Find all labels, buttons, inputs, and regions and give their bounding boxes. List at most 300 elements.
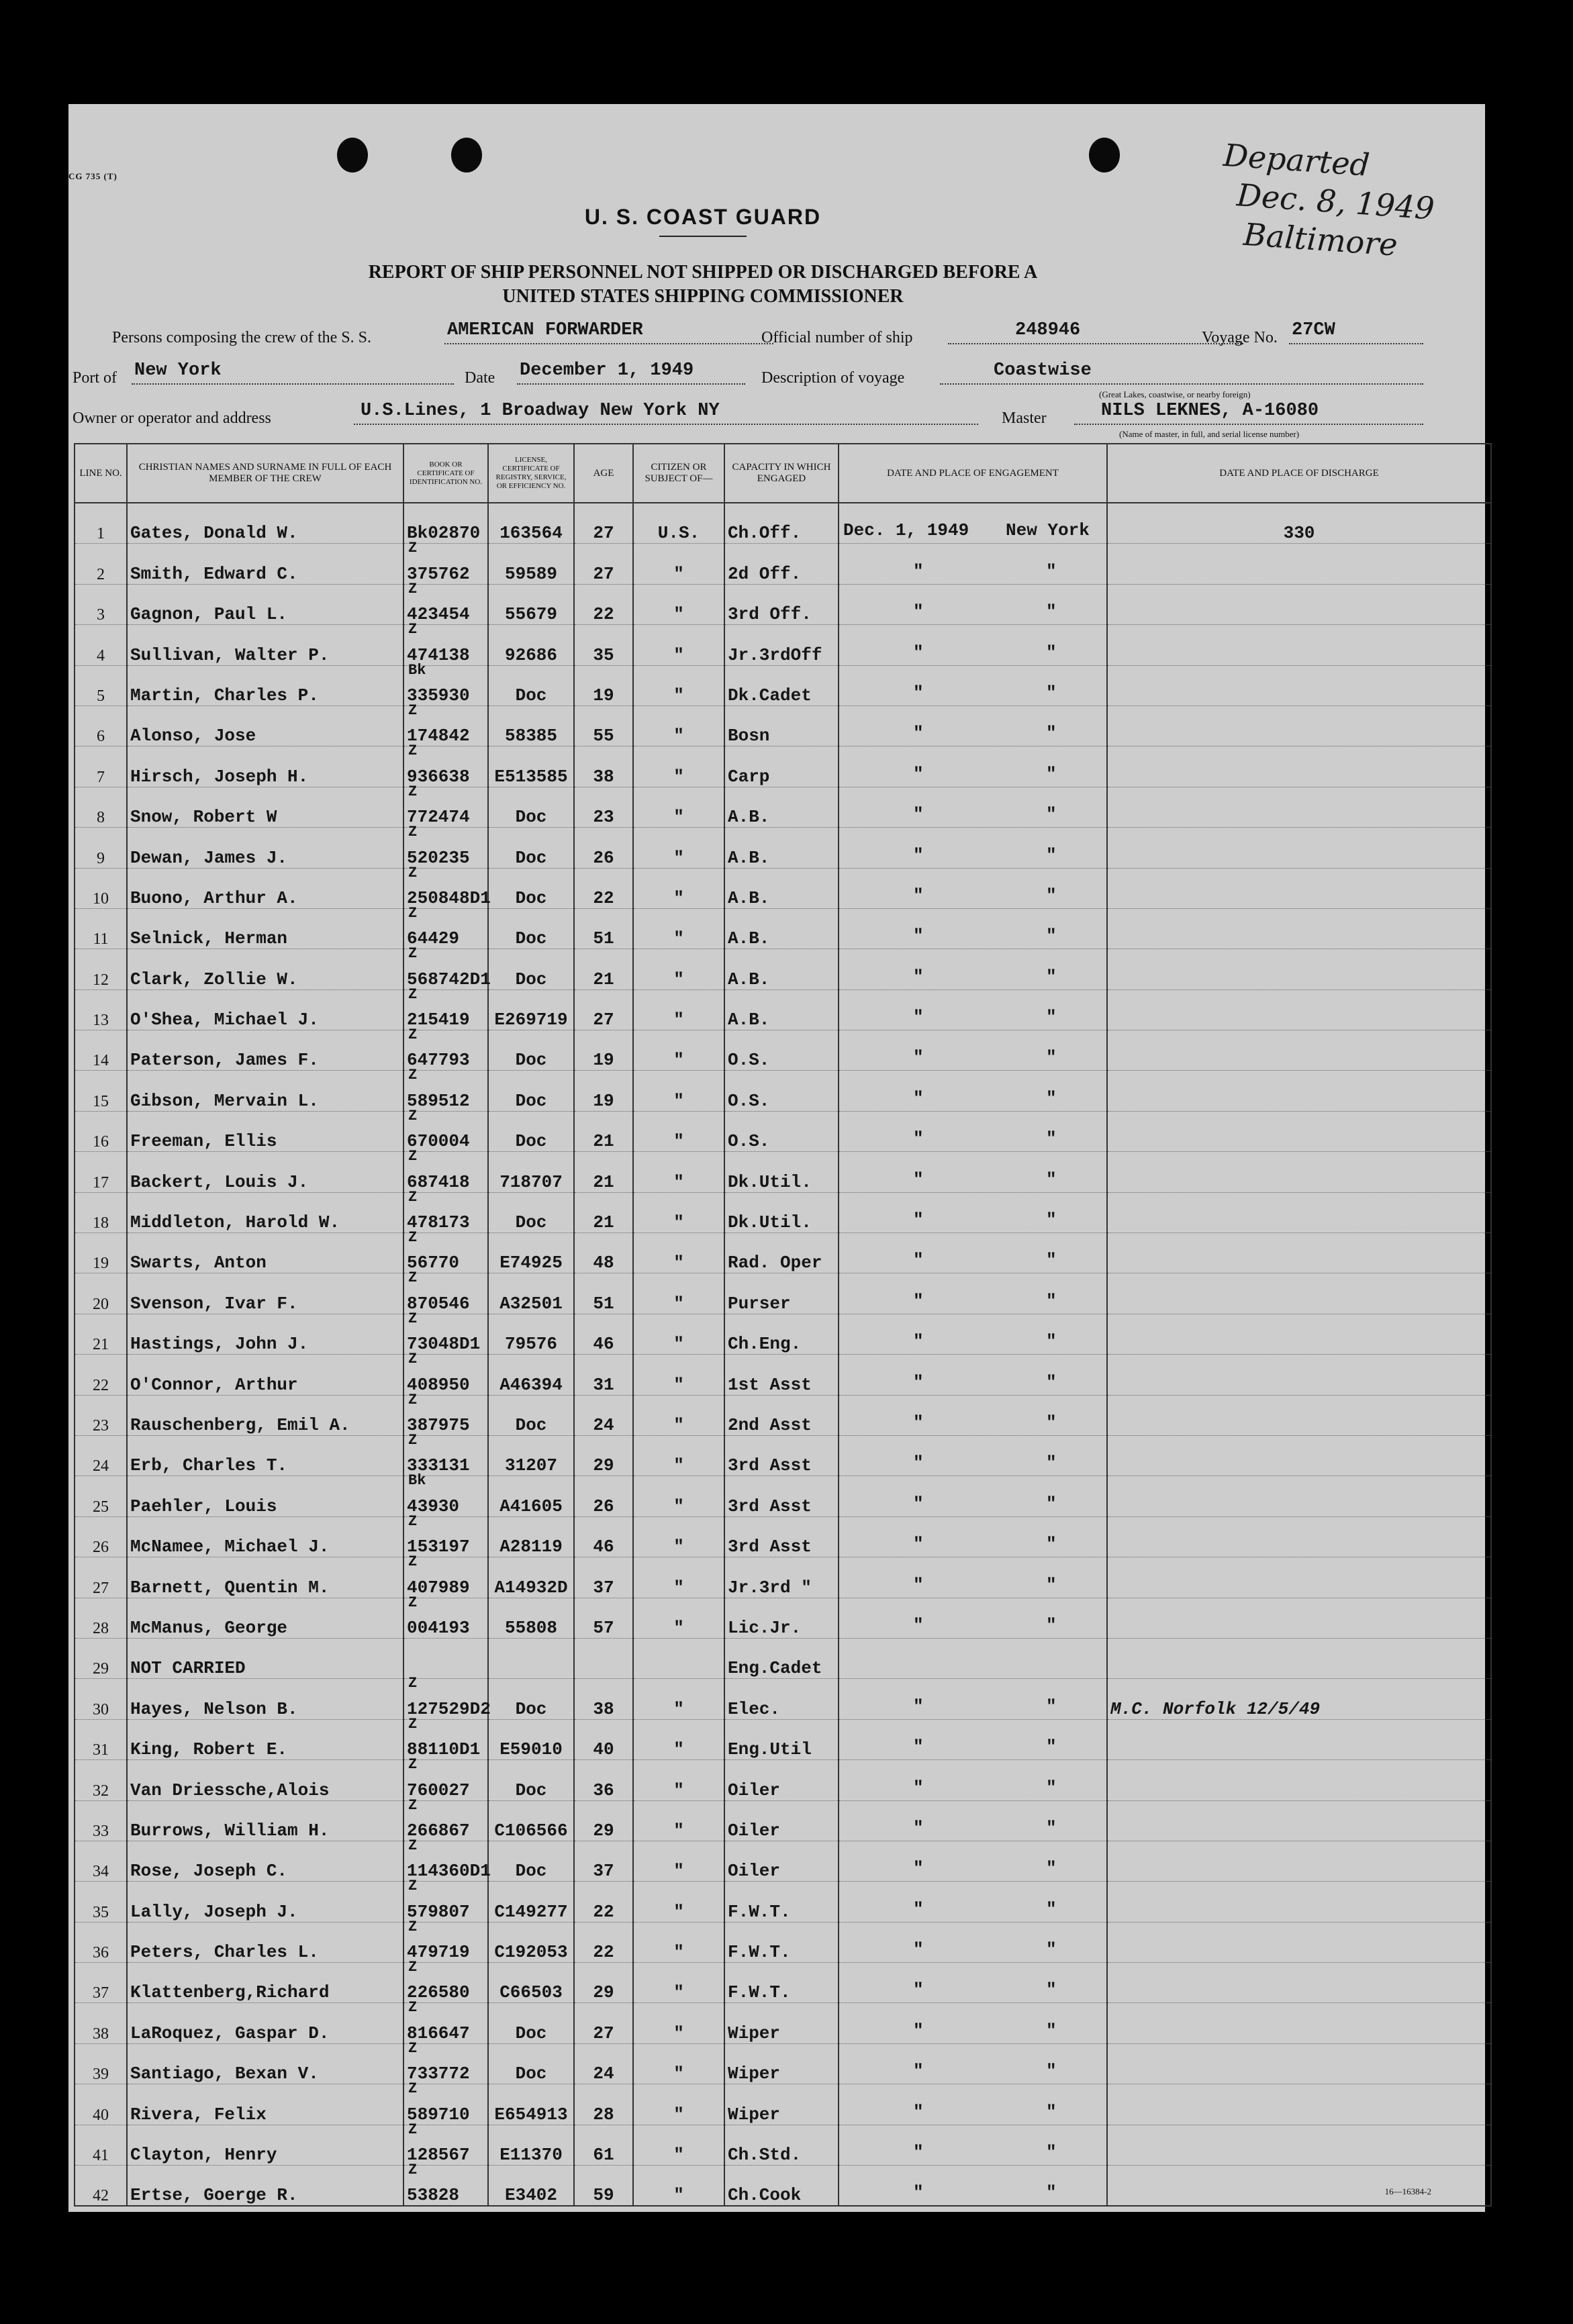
book-value: 153197	[407, 1537, 470, 1557]
engagement	[839, 1152, 1107, 1192]
line-number: 29	[75, 1638, 127, 1678]
line-number: 30	[75, 1679, 127, 1719]
capacity: Ch.Cook	[724, 2166, 839, 2207]
ditto-mark: "	[1046, 561, 1057, 581]
book-value: 568742D1	[407, 969, 491, 989]
age: 37	[574, 1841, 633, 1881]
book-prefix: Z	[408, 1796, 418, 1814]
book-value: 408950	[407, 1374, 470, 1395]
book-prefix: Z	[408, 824, 418, 841]
table-row	[75, 584, 1491, 624]
book-value: 335930	[407, 685, 470, 706]
citizenship: "	[633, 1841, 724, 1881]
table-row	[75, 1841, 1491, 1881]
discharge: M.C. Norfolk 12/5/49	[1107, 1679, 1491, 1719]
engagement	[839, 828, 1107, 868]
ditto-mark: "	[1046, 1898, 1057, 1919]
citizenship: "	[633, 989, 724, 1030]
citizenship: "	[633, 1516, 724, 1557]
license-number: 163564	[488, 503, 574, 544]
line-number: 32	[75, 1760, 127, 1800]
report-sheet	[68, 104, 1485, 2212]
line-number: 3	[75, 584, 127, 624]
table-row	[75, 1030, 1491, 1071]
age: 23	[574, 787, 633, 827]
engagement	[839, 949, 1107, 989]
crew-name: King, Robert E.	[127, 1719, 403, 1759]
citizenship: "	[633, 1557, 724, 1598]
book-prefix: Z	[408, 1594, 418, 1611]
license-number: Doc	[488, 1030, 574, 1071]
book-number	[403, 1959, 488, 2003]
ditto-mark: "	[913, 844, 924, 865]
capacity: Jr.3rdOff	[724, 625, 839, 665]
book-prefix: Z	[408, 1999, 418, 2017]
discharge	[1107, 1395, 1491, 1435]
crew-name: Rose, Joseph C.	[127, 1841, 403, 1881]
line-number: 1	[75, 503, 127, 544]
crew-name: Barnett, Quentin M.	[127, 1557, 403, 1598]
book-number	[403, 1067, 488, 1111]
ditto-mark: "	[913, 1574, 924, 1595]
book-number	[403, 503, 488, 544]
license-number: 718707	[488, 1152, 574, 1192]
age: 27	[574, 2003, 633, 2043]
ditto-mark: "	[913, 2020, 924, 2041]
line-number: 40	[75, 2084, 127, 2125]
capacity: Dk.Cadet	[724, 665, 839, 706]
ditto-mark: "	[1046, 1128, 1057, 1149]
age: 19	[574, 1071, 633, 1111]
capacity: Carp	[724, 746, 839, 787]
table-row	[75, 1071, 1491, 1111]
book-value: 589710	[407, 2104, 470, 2125]
ditto-mark: "	[913, 1453, 924, 1473]
book-prefix: Z	[408, 1026, 418, 1044]
capacity: 3rd Off.	[724, 584, 839, 624]
ditto-mark: "	[913, 1777, 924, 1798]
voyage-no: 27CW	[1292, 320, 1335, 340]
license-number: C192053	[488, 1922, 574, 1962]
ditto-mark: "	[1046, 1614, 1057, 1635]
discharge	[1107, 584, 1491, 624]
ditto-mark: "	[1046, 723, 1057, 744]
crew-name: Backert, Louis J.	[127, 1152, 403, 1192]
ditto-mark: "	[913, 763, 924, 784]
ditto-mark: "	[1046, 1534, 1057, 1555]
book-value: 333131	[407, 1455, 470, 1476]
line-number: 7	[75, 746, 127, 787]
engagement	[839, 746, 1107, 787]
ditto-mark: "	[1046, 2182, 1057, 2203]
date-field	[517, 360, 745, 385]
footer-code: 16—16384-2	[1384, 2186, 1431, 2196]
crew-name: Swarts, Anton	[127, 1233, 403, 1273]
age: 27	[574, 503, 633, 544]
line-number: 9	[75, 828, 127, 868]
line-number: 24	[75, 1435, 127, 1475]
book-prefix: Z	[408, 540, 418, 557]
discharge	[1107, 2125, 1491, 2165]
citizenship: "	[633, 1922, 724, 1962]
ditto-mark: "	[1046, 1493, 1057, 1514]
discharge	[1107, 1516, 1491, 1557]
book-prefix: Z	[408, 904, 418, 922]
age: 19	[574, 665, 633, 706]
table-row	[75, 868, 1491, 908]
crew-name: Smith, Edward C.	[127, 544, 403, 584]
capacity: Wiper	[724, 2084, 839, 2125]
crew-name: Gates, Donald W.	[127, 503, 403, 544]
engagement	[839, 1273, 1107, 1314]
crew-name: Klattenberg,Richard	[127, 1963, 403, 2003]
crew-name: Erb, Charles T.	[127, 1435, 403, 1475]
discharge	[1107, 2166, 1491, 2207]
book-prefix: Z	[408, 621, 418, 638]
engagement	[839, 908, 1107, 949]
book-value: 128567	[407, 2145, 470, 2166]
citizenship: U.S.	[633, 503, 724, 544]
age: 48	[574, 1233, 633, 1273]
line-number: 12	[75, 949, 127, 989]
discharge	[1107, 544, 1491, 584]
capacity: Ch.Off.	[724, 503, 839, 544]
book-number	[403, 2121, 488, 2166]
crew-name: Gibson, Mervain L.	[127, 1071, 403, 1111]
citizenship: "	[633, 2166, 724, 2207]
book-prefix: Z	[408, 1512, 418, 1530]
engagement	[839, 1111, 1107, 1151]
license-number: Doc	[488, 787, 574, 827]
book-number	[403, 1553, 488, 1598]
departed-annotation	[1222, 136, 1478, 263]
table-row	[75, 706, 1491, 746]
age: 29	[574, 1435, 633, 1475]
ditto-mark: "	[1046, 1087, 1057, 1108]
capacity: Bosn	[724, 706, 839, 746]
book-number	[403, 783, 488, 828]
line-number: 41	[75, 2125, 127, 2165]
book-prefix: Z	[408, 701, 418, 719]
discharge	[1107, 1963, 1491, 2003]
engagement	[839, 2043, 1107, 2084]
license-number: Doc	[488, 1395, 574, 1435]
ditto-mark: "	[1046, 642, 1057, 663]
table-row	[75, 787, 1491, 827]
book-value: Bk02870	[407, 523, 481, 544]
book-number	[403, 661, 488, 706]
capacity: A.B.	[724, 868, 839, 908]
table-row	[75, 1516, 1491, 1557]
book-prefix: Bk	[408, 661, 426, 679]
age: 51	[574, 1273, 633, 1314]
ditto-mark: "	[913, 1128, 924, 1149]
engagement	[839, 1963, 1107, 2003]
capacity: 1st Asst	[724, 1355, 839, 1395]
table-row	[75, 1882, 1491, 1922]
book-prefix: Z	[408, 1837, 418, 1854]
ditto-mark: "	[913, 1534, 924, 1555]
license-number: E59010	[488, 1719, 574, 1759]
capacity: Elec.	[724, 1679, 839, 1719]
table-row	[75, 1314, 1491, 1354]
engagement	[839, 2166, 1107, 2207]
engagement	[839, 1314, 1107, 1354]
book-number	[403, 1796, 488, 1841]
engagement	[839, 1476, 1107, 1516]
ditto-mark: "	[1046, 1939, 1057, 1960]
book-number	[403, 1391, 488, 1435]
license-number: Doc	[488, 908, 574, 949]
license-number: Doc	[488, 1071, 574, 1111]
age: 26	[574, 1476, 633, 1516]
capacity: Ch.Std.	[724, 2125, 839, 2165]
ditto-mark: "	[1046, 885, 1057, 906]
license-number: 55808	[488, 1598, 574, 1638]
book-number	[403, 1229, 488, 1273]
book-number	[403, 1148, 488, 1192]
ditto-mark: "	[1046, 2101, 1057, 2122]
crew-name: Martin, Charles P.	[127, 665, 403, 706]
line-number: 39	[75, 2043, 127, 2084]
citizenship: "	[633, 1963, 724, 2003]
capacity: Oiler	[724, 1800, 839, 1841]
discharge	[1107, 787, 1491, 827]
ditto-mark: "	[913, 1047, 924, 1068]
ditto-mark: "	[1046, 2061, 1057, 2082]
ditto-mark: "	[913, 1007, 924, 1028]
ditto-mark: "	[913, 1817, 924, 1838]
book-value: 687418	[407, 1171, 470, 1192]
crew-name: Freeman, Ellis	[127, 1111, 403, 1151]
table-row	[75, 1922, 1491, 1962]
table-row	[75, 1273, 1491, 1314]
license-number: E3402	[488, 2166, 574, 2207]
crew-name: Hastings, John J.	[127, 1314, 403, 1354]
punch-hole	[337, 138, 368, 173]
book-number	[403, 1756, 488, 1800]
table-row	[75, 1598, 1491, 1638]
capacity: O.S.	[724, 1111, 839, 1151]
discharge	[1107, 1476, 1491, 1516]
ditto-mark: "	[913, 966, 924, 987]
line-number: 13	[75, 989, 127, 1030]
ditto-mark: "	[913, 2061, 924, 2082]
license-number: Doc	[488, 1192, 574, 1232]
ditto-mark: "	[913, 1250, 924, 1271]
port-field	[132, 360, 454, 385]
crew-of-label: Persons composing the crew of the S. S.	[112, 329, 371, 346]
capacity: O.S.	[724, 1030, 839, 1071]
capacity: F.W.T.	[724, 1922, 839, 1962]
owner-field	[354, 401, 978, 425]
ditto-mark: "	[913, 1169, 924, 1190]
capacity: Wiper	[724, 2043, 839, 2084]
age: 31	[574, 1355, 633, 1395]
license-number: Doc	[488, 1760, 574, 1800]
col-age: AGE	[574, 444, 633, 503]
master-note: (Name of master, in full, and serial license number)	[1119, 429, 1300, 439]
ditto-mark: "	[913, 1737, 924, 1757]
ditto-mark: "	[1046, 763, 1057, 784]
crew-name: Alonso, Jose	[127, 706, 403, 746]
book-prefix: Z	[408, 1391, 418, 1408]
engagement	[839, 1719, 1107, 1759]
table-header-row	[75, 444, 1491, 503]
book-number	[403, 1431, 488, 1476]
discharge	[1107, 2043, 1491, 2084]
license-number: Doc	[488, 949, 574, 989]
ditto-mark: "	[1046, 1331, 1057, 1352]
age: 38	[574, 746, 633, 787]
discharge	[1107, 1111, 1491, 1151]
age: 24	[574, 2043, 633, 2084]
capacity: Jr.3rd "	[724, 1557, 839, 1598]
discharge	[1107, 2003, 1491, 2043]
line-number: 25	[75, 1476, 127, 1516]
capacity: F.W.T.	[724, 1963, 839, 2003]
ditto-mark: "	[913, 723, 924, 744]
book-prefix: Z	[408, 783, 418, 800]
table-row	[75, 1557, 1491, 1598]
age: 21	[574, 1111, 633, 1151]
engagement	[839, 1760, 1107, 1800]
voyage-no-field	[1289, 320, 1423, 344]
engagement	[839, 1030, 1107, 1071]
license-number: Doc	[488, 665, 574, 706]
ditto-mark: "	[1046, 1371, 1057, 1392]
book-number	[403, 1026, 488, 1071]
book-prefix: Z	[408, 1310, 418, 1327]
book-value: 004193	[407, 1617, 470, 1638]
engagement	[839, 989, 1107, 1030]
book-prefix: Z	[408, 580, 418, 597]
official-number: 248946	[1015, 320, 1081, 340]
engagement	[839, 1071, 1107, 1111]
book-prefix: Z	[408, 2162, 418, 2179]
line-number: 8	[75, 787, 127, 827]
age: 46	[574, 1516, 633, 1557]
line-number: 33	[75, 1800, 127, 1841]
ditto-mark: "	[1046, 804, 1057, 825]
line-number: 10	[75, 868, 127, 908]
age: 38	[574, 1679, 633, 1719]
book-number	[403, 864, 491, 908]
license-number: A14932D	[488, 1557, 574, 1598]
license-number: A32501	[488, 1273, 574, 1314]
book-number	[403, 580, 488, 625]
citizenship: "	[633, 1030, 724, 1071]
line-number: 42	[75, 2166, 127, 2207]
book-number	[403, 2039, 488, 2084]
book-value: 870546	[407, 1293, 470, 1314]
citizenship: "	[633, 1476, 724, 1516]
license-number: C149277	[488, 1882, 574, 1922]
license-number: E654913	[488, 2084, 574, 2125]
date: December 1, 1949	[520, 360, 694, 381]
ditto-mark: "	[1046, 1858, 1057, 1879]
ditto-mark: "	[913, 1614, 924, 1635]
punch-hole	[451, 138, 482, 173]
citizenship: "	[633, 1071, 724, 1111]
line-number: 35	[75, 1882, 127, 1922]
discharge	[1107, 1152, 1491, 1192]
license-number: Doc	[488, 1111, 574, 1151]
line-number: 6	[75, 706, 127, 746]
crew-name: Burrows, William H.	[127, 1800, 403, 1841]
book-prefix: Z	[408, 1878, 418, 1895]
capacity: Oiler	[724, 1841, 839, 1881]
crew-name: NOT CARRIED	[127, 1638, 403, 1678]
book-prefix: Z	[408, 985, 418, 1003]
crew-name: Clark, Zollie W.	[127, 949, 403, 989]
discharge	[1107, 949, 1491, 989]
crew-table	[74, 443, 1492, 2207]
book-value: 936638	[407, 766, 470, 787]
table-row	[75, 1963, 1491, 2003]
citizenship: "	[633, 665, 724, 706]
engagement-place: New York	[1006, 520, 1090, 541]
line-number: 17	[75, 1152, 127, 1192]
ditto-mark: "	[1046, 1047, 1057, 1068]
citizenship: "	[633, 1598, 724, 1638]
citizenship: "	[633, 625, 724, 665]
col-book: BOOK OR CERTIFICATE OF IDENTIFICATION NO.	[403, 444, 488, 503]
capacity: Eng.Util	[724, 1719, 839, 1759]
book-value: 250848D1	[407, 887, 491, 908]
engagement	[839, 503, 1107, 544]
license-number: 58385	[488, 706, 574, 746]
official-number-label: Official number of ship	[761, 329, 913, 346]
description-note: (Great Lakes, coastwise, or nearby foreign)	[1099, 389, 1251, 399]
line-number: 4	[75, 625, 127, 665]
ship-name: AMERICAN FORWARDER	[447, 320, 643, 340]
citizenship: "	[633, 1719, 724, 1759]
book-value: 127529D2	[407, 1698, 491, 1719]
line-number: 23	[75, 1395, 127, 1435]
book-prefix: Z	[408, 1715, 418, 1733]
col-discharge: DATE AND PLACE OF DISCHARGE	[1107, 444, 1491, 503]
book-number	[403, 701, 488, 746]
age: 21	[574, 949, 633, 989]
table-row	[75, 544, 1491, 584]
citizenship: "	[633, 2043, 724, 2084]
crew-name: McNamee, Michael J.	[127, 1516, 403, 1557]
book-number	[403, 1918, 488, 1963]
line-number: 21	[75, 1314, 127, 1354]
capacity: Wiper	[724, 2003, 839, 2043]
book-value: 53828	[407, 2185, 460, 2206]
discharge: 330	[1107, 503, 1491, 544]
capacity: 3rd Asst	[724, 1516, 839, 1557]
age: 57	[574, 1598, 633, 1638]
license-number: E11370	[488, 2125, 574, 2165]
form-code: CG 735 (T)	[68, 171, 117, 181]
book-value: 407989	[407, 1577, 470, 1598]
line-number: 27	[75, 1557, 127, 1598]
crew-name: Clayton, Henry	[127, 2125, 403, 2165]
book-value: 647793	[407, 1050, 470, 1071]
license-number: E74925	[488, 1233, 574, 1273]
book-value: 387975	[407, 1414, 470, 1435]
table-row	[75, 1435, 1491, 1475]
crew-name: Dewan, James J.	[127, 828, 403, 868]
line-number: 18	[75, 1192, 127, 1232]
engagement	[839, 1233, 1107, 1273]
ditto-mark: "	[1046, 1817, 1057, 1838]
table-row	[75, 1233, 1491, 1273]
book-value: 478173	[407, 1212, 470, 1233]
